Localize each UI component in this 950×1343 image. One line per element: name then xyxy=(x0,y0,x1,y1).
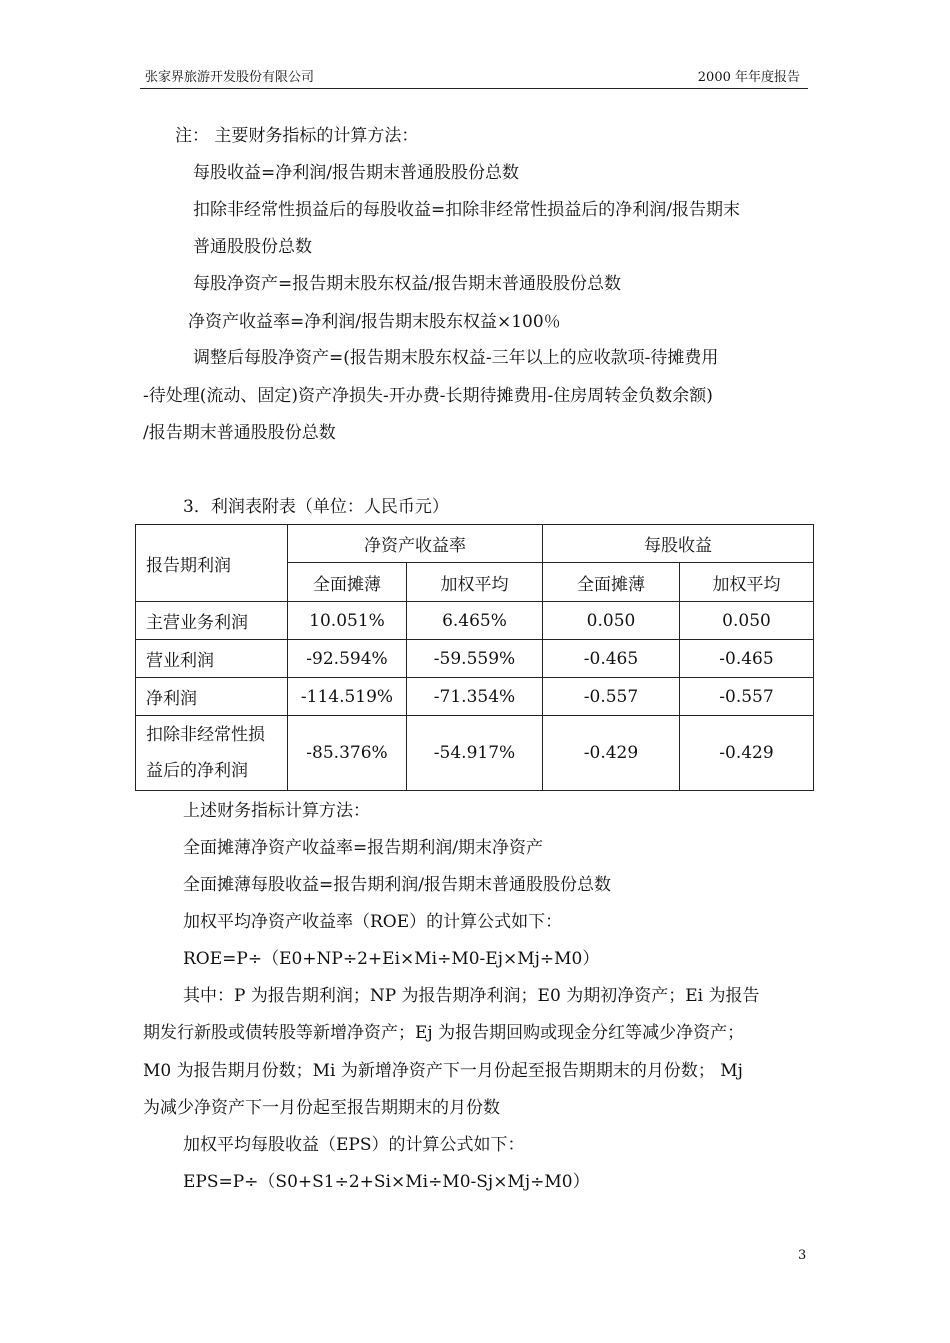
table-cell: -114.519% xyxy=(288,678,407,716)
table-cell: -54.917% xyxy=(407,716,543,791)
table-cell: 0.050 xyxy=(543,602,680,640)
table-cell: -85.376% xyxy=(288,716,407,791)
table-cell: -0.429 xyxy=(543,716,680,791)
note-line: 扣除非经常性损益后的每股收益=扣除非经常性损益后的净利润/报告期末 xyxy=(193,200,740,220)
row-label-line: 扣除非经常性损 xyxy=(146,725,265,745)
table-cell: -92.594% xyxy=(288,640,407,678)
note-line: 净资产收益率=净利润/报告期末股东权益×100％ xyxy=(188,312,561,332)
table-cell: -0.429 xyxy=(680,716,814,791)
group-header-roe: 净资产收益率 xyxy=(288,525,543,563)
table-cell: 6.465% xyxy=(407,602,543,640)
formula-roe: ROE=P÷（E0+NP÷2+Ei×Mi÷M0-Ej×Mj÷M0） xyxy=(183,949,600,969)
sub-header-cell: 全面摊薄 xyxy=(543,563,680,602)
note-line: 每股收益=净利润/报告期末普通股股份总数 xyxy=(193,163,519,183)
note-line: -待处理(流动、固定)资产净损失-开办费-长期待摊费用-住房周转金负数余额) xyxy=(143,386,713,406)
sub-header-cell: 全面摊薄 xyxy=(288,563,407,602)
table-row xyxy=(136,640,814,678)
table-cell: -0.557 xyxy=(680,678,814,716)
method-line: 其中：P 为报告期利润；NP 为报告期净利润；E0 为期初净资产；Ei 为报告 xyxy=(183,986,760,1006)
method-line: 为减少净资产下一月份起至报告期期末的月份数 xyxy=(143,1098,500,1118)
header-divider xyxy=(140,88,808,89)
table-title: 3．利润表附表（单位：人民币元） xyxy=(183,497,449,517)
method-line: 全面摊薄每股收益=报告期利润/报告期末普通股股份总数 xyxy=(183,875,611,895)
table-cell: 0.050 xyxy=(680,602,814,640)
method-line: 全面摊薄净资产收益率=报告期利润/期末净资产 xyxy=(183,838,543,858)
notes-heading: 注： 主要财务指标的计算方法： xyxy=(175,126,419,146)
note-line: 每股净资产=报告期末股东权益/报告期末普通股股份总数 xyxy=(193,274,621,294)
table-cell: -59.559% xyxy=(407,640,543,678)
row-label: 主营业务利润 xyxy=(136,602,288,640)
row-label: 净利润 xyxy=(136,678,288,716)
sub-header-cell: 加权平均 xyxy=(680,563,814,602)
row-label-line: 益后的净利润 xyxy=(146,761,248,781)
formula-eps: EPS=P÷（S0+S1÷2+Si×Mi÷M0-Sj×Mj÷M0） xyxy=(183,1172,590,1192)
row-header-cell: 报告期利润 xyxy=(136,525,288,602)
note-line: 调整后每股净资产=(报告期末股东权益-三年以上的应收款项-待摊费用 xyxy=(193,348,719,368)
table-row xyxy=(136,678,814,716)
table-cell: 10.051% xyxy=(288,602,407,640)
note-line: /报告期末普通股股份总数 xyxy=(143,423,336,443)
table-row xyxy=(136,716,814,791)
method-line: 加权平均净资产收益率（ROE）的计算公式如下： xyxy=(183,912,563,932)
sub-header-cell: 加权平均 xyxy=(407,563,543,602)
row-label: 营业利润 xyxy=(136,640,288,678)
method-line: M0 为报告期月份数；Mi 为新增净资产下一月份起至报告期期末的月份数； Mj xyxy=(143,1061,743,1081)
table-cell: -71.354% xyxy=(407,678,543,716)
header-company: 张家界旅游开发股份有限公司 xyxy=(145,70,315,85)
row-label xyxy=(136,716,288,791)
table-cell: -0.465 xyxy=(680,640,814,678)
header-report-title: 2000 年年度报告 xyxy=(697,70,800,85)
table-row xyxy=(136,602,814,640)
group-header-eps: 每股收益 xyxy=(543,525,814,563)
table-cell: -0.557 xyxy=(543,678,680,716)
profit-table xyxy=(135,524,814,791)
note-line: 普通股股份总数 xyxy=(193,237,312,257)
page-number: 3 xyxy=(798,1248,807,1263)
table-cell: -0.465 xyxy=(543,640,680,678)
methods-heading: 上述财务指标计算方法： xyxy=(183,801,370,821)
method-line: 期发行新股或债转股等新增净资产；Ej 为报告期回购或现金分红等减少净资产； xyxy=(143,1023,745,1043)
method-line: 加权平均每股收益（EPS）的计算公式如下： xyxy=(183,1135,525,1155)
